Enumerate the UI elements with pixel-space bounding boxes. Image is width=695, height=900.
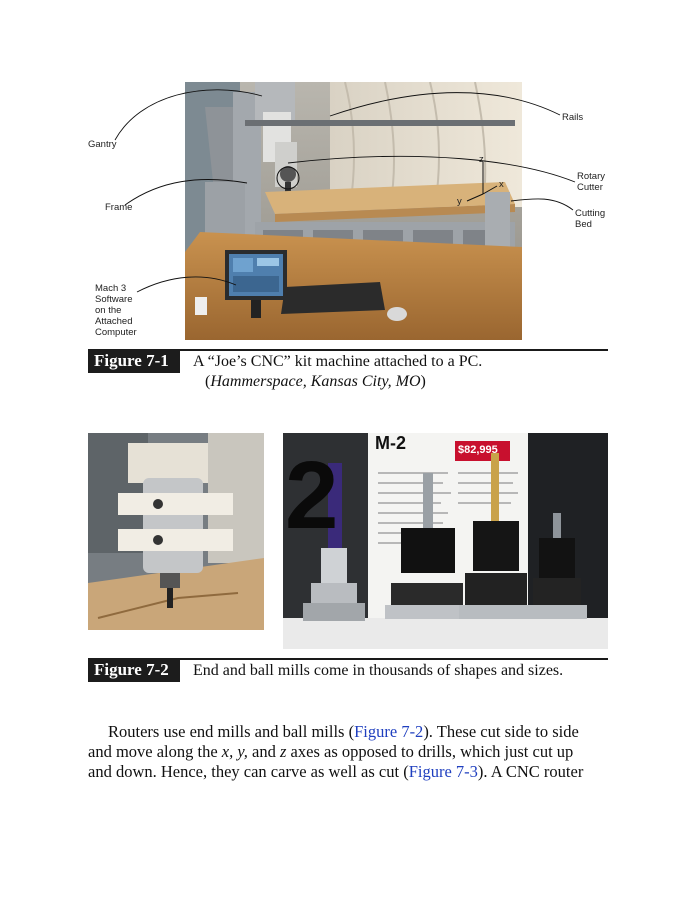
body-paragraph — [88, 722, 613, 782]
caption-7-1-line1: A “Joe’s CNC” kit machine attached to a PC. — [193, 353, 483, 370]
tool-holders-photo — [283, 433, 608, 649]
axis-z-label: z — [479, 154, 484, 165]
router-spindle-photo — [88, 433, 264, 630]
caption-7-1-line2: (Hammerspace, Kansas City, MO) — [205, 373, 426, 390]
poster-title: M-2 — [375, 433, 406, 453]
figure-tag-7-1: Figure 7-1 — [88, 349, 180, 373]
label-frame: Frame — [105, 202, 133, 213]
label-gantry: Gantry — [88, 139, 117, 150]
caption-7-1 — [193, 352, 608, 392]
axis-x-label: x — [499, 179, 504, 190]
figure-tag-7-2: Figure 7-2 — [88, 658, 180, 682]
body-line-3: and down. Hence, they can carve as well as cut (Figure 7-3). A CNC router — [88, 762, 584, 781]
link-figure-7-3[interactable]: Figure 7-3 — [408, 762, 478, 781]
caption-7-2: End and ball mills come in thousands of shapes and sizes. — [193, 662, 564, 679]
link-figure-7-2[interactable]: Figure 7-2 — [354, 722, 424, 741]
label-cutting-bed: Cutting Bed — [575, 208, 606, 230]
figure-7-1 — [0, 0, 695, 345]
label-software: Mach 3 Software on the Attached Computer — [95, 283, 137, 338]
big-number-2: 2 — [285, 442, 339, 549]
poster-price: $82,995 — [458, 444, 498, 456]
label-rails: Rails — [562, 112, 584, 123]
body-line-1: Routers use end mills and ball mills (Figure 7-2). These cut side to side — [108, 722, 579, 741]
axis-y-label: y — [457, 196, 462, 207]
body-line-2: and move along the x, y, and z axes as opposed to drills, which just cut up — [88, 742, 574, 761]
label-rotary-cutter: Rotary Cutter — [577, 171, 605, 193]
